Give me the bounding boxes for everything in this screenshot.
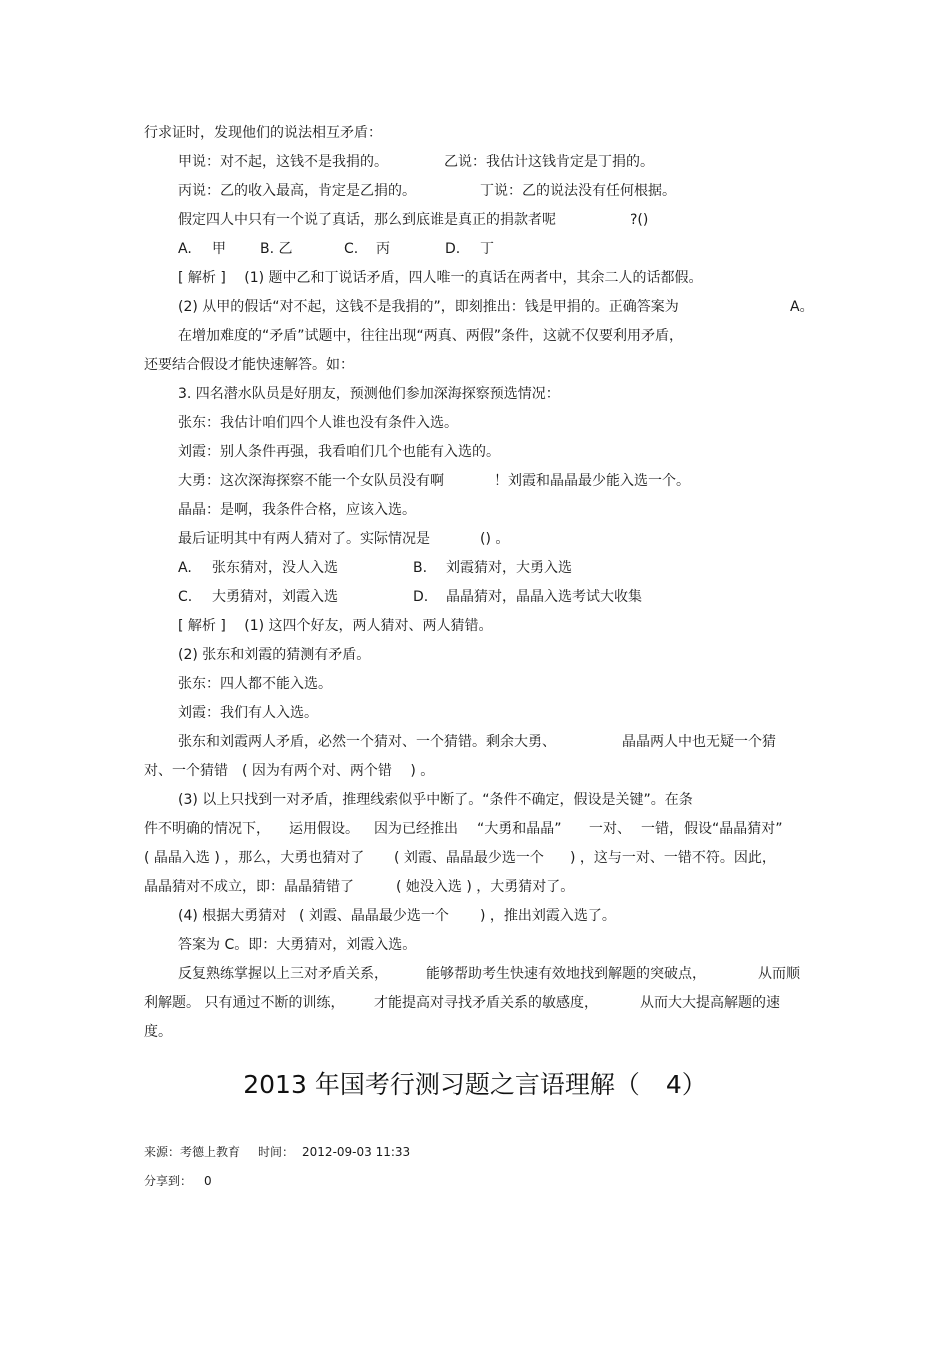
time-label: 时间： — [258, 1145, 295, 1159]
text-segment: ( 刘霞、晶晶最少选一个 — [394, 850, 544, 866]
option-d-text: 晶晶猜对，晶晶入选考试大收集 — [446, 589, 642, 605]
option-c-text: 丙 — [376, 241, 390, 257]
article-title — [0, 1068, 950, 1102]
text-segment: 假设“晶晶猜对” — [684, 821, 783, 837]
text-segment: 运用假设。 — [289, 821, 359, 837]
share-row — [144, 1173, 212, 1189]
text-segment: 一对、 — [589, 821, 631, 837]
statement-ding: 丁说：乙的说法没有任何根据。 — [480, 183, 676, 199]
analysis-text: (2) 从甲的假话“对不起，这钱不是我捐的”，即刻推出：钱是甲捐的。正确答案为 — [178, 299, 679, 315]
option-d-letter: D. — [445, 241, 461, 257]
text-segment: 能够帮助考生快速有效地找到解题的突破点， — [426, 966, 706, 982]
option-b-text: 刘霞猜对，大勇入选 — [446, 560, 572, 576]
text-segment: 一错， — [641, 821, 683, 837]
analysis-line: (3) 以上只找到一对矛盾，推理线索似乎中断了。“条件不确定，假设是关键”。在条 — [178, 792, 693, 808]
text-line: 刘霞：别人条件再强，我看咱们几个也能有入选的。 — [178, 444, 500, 460]
text-segment: 晶晶猜对不成立，即：晶晶猜错了 — [144, 879, 354, 895]
question-heading: 3. 四名潜水队员是好朋友，预测他们参加深海探察预选情况： — [178, 386, 560, 402]
text-segment: ( 她没入选 ) ，大勇猜对了。 — [396, 879, 575, 895]
statement-jia: 甲说：对不起，这钱不是我捐的。 — [178, 154, 388, 170]
analysis-line: (2) 张东和刘霞的猜测有矛盾。 — [178, 647, 371, 663]
text-segment: 大勇：这次深海探察不能一个女队员没有啊 — [178, 473, 444, 489]
text-line: 度。 — [144, 1024, 172, 1040]
text-segment: 张东和刘霞两人矛盾，必然一个猜对、一个猜错。剩余大勇、 — [178, 734, 556, 750]
option-c-letter: C. — [178, 589, 193, 605]
option-b-letter: B. — [413, 560, 428, 576]
share-count: 0 — [204, 1174, 212, 1188]
text-segment: “大勇和晶晶” — [477, 821, 562, 837]
answer-line: 答案为 C。即：大勇猜对，刘霞入选。 — [178, 937, 417, 953]
option-d-letter: D. — [413, 589, 429, 605]
text-segment: 因为已经推出 — [374, 821, 458, 837]
option-b: B. 乙 — [260, 241, 293, 257]
article-meta — [144, 1144, 410, 1160]
text-segment: 晶晶两人中也无疑一个猜 — [622, 734, 776, 750]
article-title-text: 2013 年国考行测习题之言语理解（ — [243, 1070, 640, 1099]
text-line: 刘霞：我们有人入选。 — [178, 705, 318, 721]
text-segment: ( 晶晶入选 ) ，那么，大勇也猜对了 — [144, 850, 365, 866]
text-segment: 最后证明其中有两人猜对了。实际情况是 — [178, 531, 430, 547]
text-line: 还要结合假设才能快速解答。如： — [144, 357, 354, 373]
text-segment: (4) 根据大勇猜对 — [178, 908, 287, 924]
article-title-number: 4） — [665, 1070, 707, 1099]
option-d-text: 丁 — [480, 241, 494, 257]
text-line: 行求证时，发现他们的说法相互矛盾： — [144, 125, 382, 141]
text-segment: ( 刘霞、晶晶最少选一个 — [299, 908, 449, 924]
text-segment: ！刘霞和晶晶最少能入选一个。 — [494, 473, 690, 489]
text-line: 在增加难度的“矛盾”试题中，往往出现“两真、两假”条件，这就不仅要利用矛盾， — [178, 328, 684, 344]
text-line: 晶晶：是啊，我条件合格，应该入选。 — [178, 502, 416, 518]
option-a-letter: A. — [178, 241, 192, 257]
option-a-letter: A. — [178, 560, 192, 576]
source-label: 来源：考德上教育 — [144, 1145, 241, 1159]
text-segment: 从而大大提高解题的速 — [640, 995, 780, 1011]
answer-letter: A。 — [790, 299, 814, 315]
text-segment: 件不明确的情况下， — [144, 821, 270, 837]
text-segment: () 。 — [480, 531, 510, 547]
text-line: 张东：四人都不能入选。 — [178, 676, 332, 692]
option-c-text: 大勇猜对，刘霞入选 — [212, 589, 338, 605]
text-segment: 才能提高对寻找矛盾关系的敏感度， — [374, 995, 598, 1011]
publish-time: 2012-09-03 11:33 — [302, 1145, 411, 1159]
text-segment: ) ，这与一对、一错不符。因此， — [570, 850, 776, 866]
text-segment: 从而顺 — [758, 966, 800, 982]
statement-yi: 乙说：我估计这钱肯定是丁捐的。 — [444, 154, 654, 170]
question-text: 假定四人中只有一个说了真话，那么到底谁是真正的捐款者呢 — [178, 212, 556, 228]
option-c-letter: C. — [344, 241, 359, 257]
share-label[interactable]: 分享到： — [144, 1174, 193, 1188]
question-paren: ?() — [630, 212, 649, 228]
text-segment: 反复熟练掌握以上三对矛盾关系， — [178, 966, 388, 982]
statement-bing: 丙说：乙的收入最高，肯定是乙捐的。 — [178, 183, 416, 199]
text-segment: 利解题。 只有通过不断的训练， — [144, 995, 345, 1011]
text-segment: ) ，推出刘霞入选了。 — [480, 908, 616, 924]
option-a-text: 甲 — [212, 241, 226, 257]
analysis-line: [ 解析 ] (1) 这四个好友，两人猜对、两人猜错。 — [178, 618, 493, 634]
option-a-text: 张东猜对，没人入选 — [212, 560, 338, 576]
text-line: 对、一个猜错 ( 因为有两个对、两个错 ) 。 — [144, 763, 435, 779]
text-line: 张东：我估计咱们四个人谁也没有条件入选。 — [178, 415, 458, 431]
analysis-line: [ 解析 ] (1) 题中乙和丁说话矛盾，四人唯一的真话在两者中，其余二人的话都假。 — [178, 270, 703, 286]
